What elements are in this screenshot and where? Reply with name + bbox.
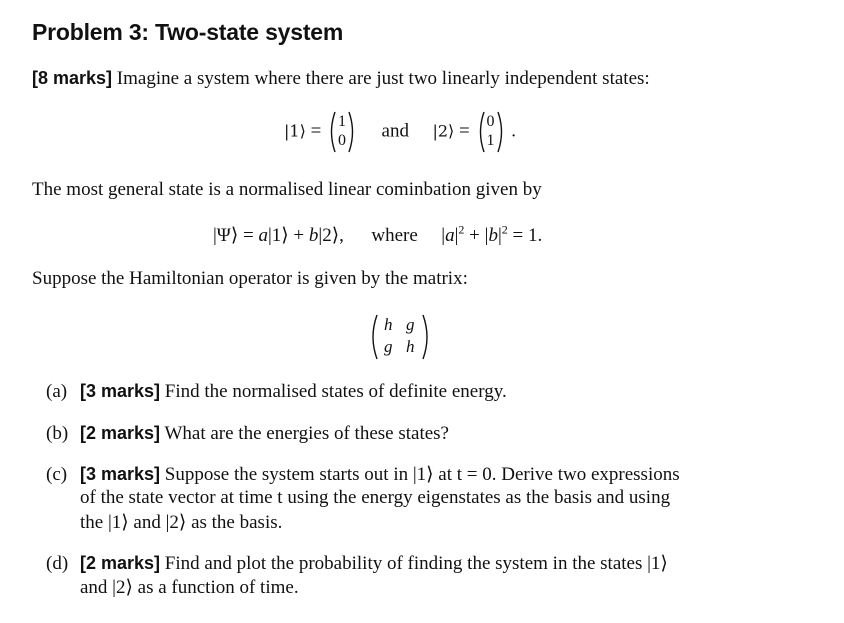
abs-close-b: | bbox=[497, 225, 502, 246]
vec1-top: 1 bbox=[338, 113, 347, 130]
part-label: (d) bbox=[46, 553, 69, 574]
hamiltonian-matrix bbox=[369, 313, 431, 361]
intro-marks: [8 marks] bbox=[32, 68, 113, 88]
part-marks: [3 marks] bbox=[80, 464, 161, 484]
problem-title: Problem 3: Two-state system bbox=[32, 19, 344, 45]
part-marks: [2 marks] bbox=[80, 553, 161, 573]
column-vector-1 bbox=[328, 110, 356, 154]
part-label: (c) bbox=[46, 464, 68, 485]
equals-one: = 1. bbox=[507, 225, 543, 246]
ket-2: |2⟩ bbox=[432, 121, 455, 141]
psi-lhs: |Ψ⟩ = bbox=[213, 225, 259, 246]
matrix-g21: g bbox=[384, 337, 393, 356]
square-exp: 2 bbox=[458, 222, 465, 237]
part-text-line1: Find and plot the probability of finding the system in the states |1⟩ bbox=[164, 553, 668, 574]
general-state-equation bbox=[213, 224, 542, 247]
period: . bbox=[511, 120, 516, 142]
norm-b: b bbox=[488, 225, 498, 246]
ket-1: |1⟩ bbox=[284, 121, 306, 141]
equals-sign-2: = bbox=[459, 120, 470, 142]
part-label: (b) bbox=[46, 423, 69, 444]
ket2-term: |2⟩, bbox=[318, 225, 344, 246]
part-text: What are the energies of these states? bbox=[164, 423, 449, 444]
part-marks: [3 marks] bbox=[80, 381, 161, 401]
part-text-line3: the |1⟩ and |2⟩ as the basis. bbox=[80, 512, 283, 533]
part-b bbox=[46, 423, 449, 445]
and-word: and bbox=[381, 120, 409, 142]
part-text-line2: and |2⟩ as a function of time. bbox=[80, 577, 299, 598]
general-state-text: The most general state is a normalised linear cominbation given by bbox=[32, 179, 542, 200]
intro-text: Imagine a system where there are just two linearly independent states: bbox=[116, 68, 650, 89]
vec2-top: 0 bbox=[486, 113, 495, 130]
hamiltonian-text: Suppose the Hamiltonian operator is given by the matrix: bbox=[32, 268, 468, 289]
part-c bbox=[46, 463, 680, 533]
norm-a: a bbox=[445, 225, 455, 246]
paren-icon bbox=[369, 313, 431, 361]
coef-a: a bbox=[258, 225, 268, 246]
plus-abs: + | bbox=[464, 225, 489, 246]
part-a bbox=[46, 381, 507, 403]
abs-open: | bbox=[441, 225, 446, 246]
square-exp-b: 2 bbox=[501, 222, 508, 237]
part-text-line2: of the state vector at time t using the energy eigenstates as the basis and using bbox=[80, 487, 671, 508]
matrix-h11: h bbox=[384, 315, 393, 334]
coef-b: b bbox=[308, 225, 319, 246]
abs-close: | bbox=[454, 225, 459, 246]
vec2-bottom: 1 bbox=[486, 132, 495, 149]
part-marks: [2 marks] bbox=[80, 423, 161, 443]
equals-sign: = bbox=[310, 120, 322, 142]
matrix-g12: g bbox=[406, 315, 415, 334]
column-vector-2 bbox=[477, 110, 505, 154]
vec1-bottom: 0 bbox=[338, 132, 347, 149]
matrix-h22: h bbox=[406, 337, 415, 356]
where-word: where bbox=[371, 225, 418, 246]
basis-equation bbox=[284, 110, 516, 154]
part-label: (a) bbox=[46, 381, 68, 402]
intro-paragraph bbox=[32, 68, 650, 90]
part-text-line1: Suppose the system starts out in |1⟩ at t = 0. Derive two expressions bbox=[164, 464, 680, 485]
part-d bbox=[46, 552, 668, 598]
part-text: Find the normalised states of definite energy. bbox=[164, 381, 507, 402]
ket1-term: |1⟩ + bbox=[267, 225, 309, 246]
